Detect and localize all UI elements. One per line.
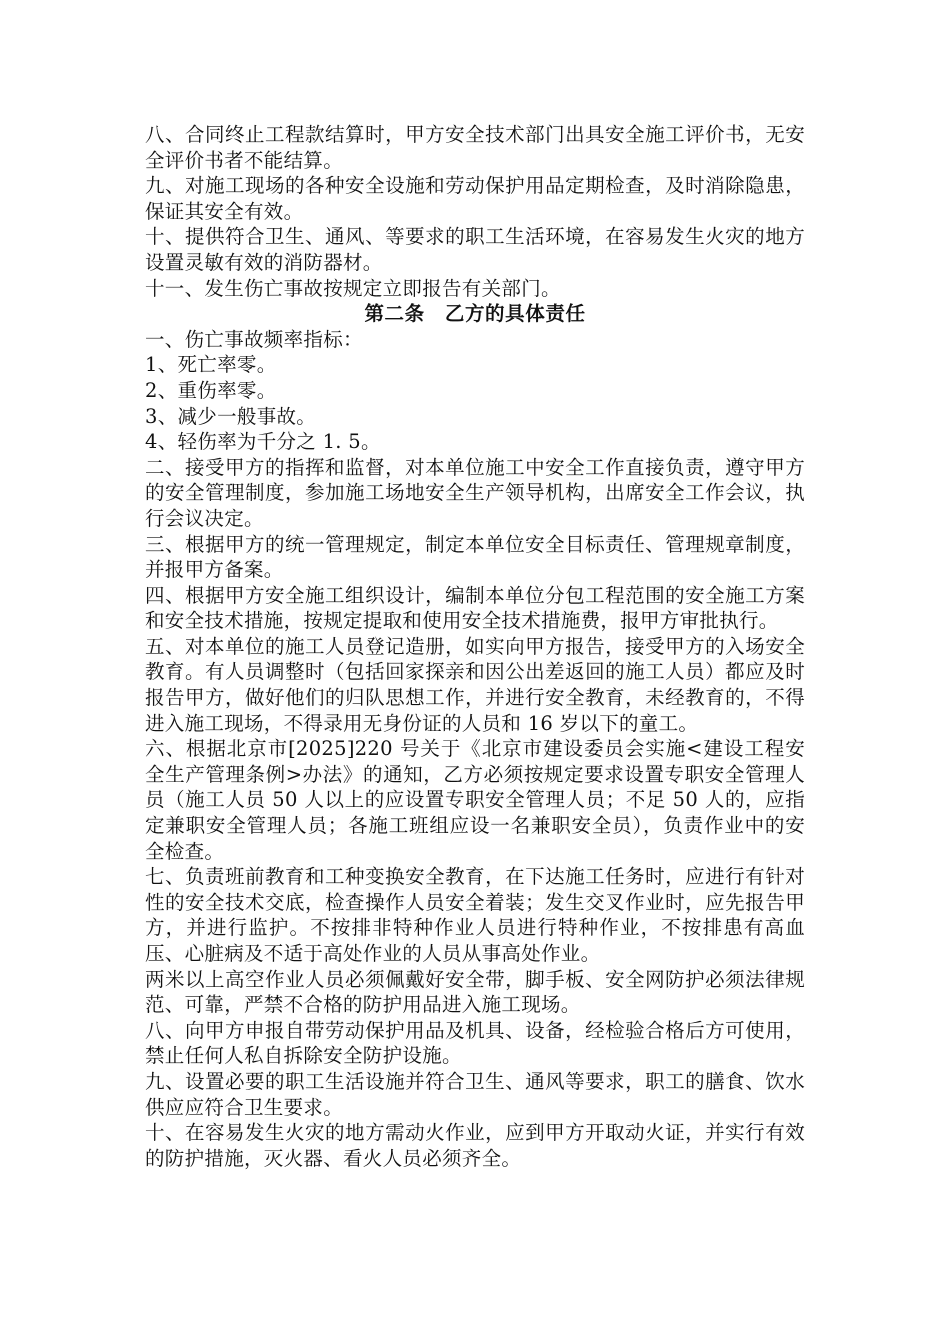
- document-page: [145, 122, 805, 1171]
- clause-2-item-10: 十、在容易发生火灾的地方需动火作业，应到甲方开取动火证，并实行有效的防护措施，灭火器、看火人员必须齐全。: [145, 1121, 805, 1170]
- clause-2-item-6: 六、根据北京市[2025]220 号关于《北京市建设委员会实施<建设工程安全生产管理条例>办法》的通知，乙方必须按规定要求设置专职安全管理人员（施工人员 50 人以上的应设置专职安全管理人员；不足 50 人的，应指定兼职安全管理人员；各施工班组应设一名兼职安全员），负责作业中的安全检查。: [145, 737, 805, 863]
- clause-2-item-9: 九、设置必要的职工生活设施并符合卫生、通风等要求，职工的膳食、饮水供应应符合卫生要求。: [145, 1069, 805, 1119]
- clause-2-item-3: 三、根据甲方的统一管理规定，制定本单位安全目标责任、管理规章制度，并报甲方备案。: [145, 532, 805, 582]
- clause-2-item-1-sub-1: 1、死亡率零。: [145, 353, 277, 377]
- clause-2-item-1-sub-2: 2、重伤率零。: [145, 378, 277, 402]
- clause-1-item-11: 十一、发生伤亡事故按规定立即报告有关部门。: [145, 276, 561, 300]
- clause-2-item-7: 七、负责班前教育和工种变换安全教育，在下达施工任务时，应进行有针对性的安全技术交底，检查操作人员安全着装；发生交叉作业时，应先报告甲方，并进行监护。不按排非特种作业人员进行特种作业，不按排患有高血压、心脏病及不适于高处作业的人员从事高处作业。: [145, 865, 805, 965]
- clause-2-item-2: 二、接受甲方的指挥和监督，对本单位施工中安全工作直接负责，遵守甲方的安全管理制度，参加施工场地安全生产领导机构，出席安全工作会议，执行会议决定。: [145, 455, 805, 530]
- clause-2-item-4: 四、根据甲方安全施工组织设计，编制本单位分包工程范围的安全施工方案和安全技术措施，按规定提取和使用安全技术措施费，报甲方审批执行。: [145, 583, 805, 633]
- clause-1-item-10: 十、提供符合卫生、通风、等要求的职工生活环境，在容易发生火灾的地方设置灵敏有效的消防器材。: [145, 225, 805, 274]
- clause-1-item-9: 九、对施工现场的各种安全设施和劳动保护用品定期检查，及时消除隐患，保证其安全有效。: [145, 174, 805, 223]
- clause-2-item-1: 一、伤亡事故频率指标：: [145, 327, 363, 351]
- clause-2-item-7-note: 两米以上高空作业人员必须佩戴好安全带，脚手板、安全网防护必须法律规范、可靠，严禁不合格的防护用品进入施工现场。: [145, 967, 805, 1017]
- clause-2-item-5: 五、对本单位的施工人员登记造册，如实向甲方报告，接受甲方的入场安全教育。有人员调整时（包括回家探亲和因公出差返回的施工人员）都应及时报告甲方，做好他们的归队思想工作，并进行安全教育，未经教育的，不得进入施工现场，不得录用无身份证的人员和 16 岁以下的童工。: [145, 634, 805, 735]
- clause-2-item-1-sub-3: 3、减少一般事故。: [145, 404, 317, 428]
- section-heading: 第二条 乙方的具体责任: [364, 302, 586, 326]
- clause-1-item-8: 八、合同终止工程款结算时，甲方安全技术部门出具安全施工评价书，无安全评价书者不能结算。: [145, 123, 805, 172]
- clause-2-item-8: 八、向甲方申报自带劳动保护用品及机具、设备，经检验合格后方可使用，禁止任何人私自拆除安全防护设施。: [145, 1018, 805, 1068]
- clause-2-item-1-sub-4: 4、轻伤率为千分之 1. 5。: [145, 430, 381, 454]
